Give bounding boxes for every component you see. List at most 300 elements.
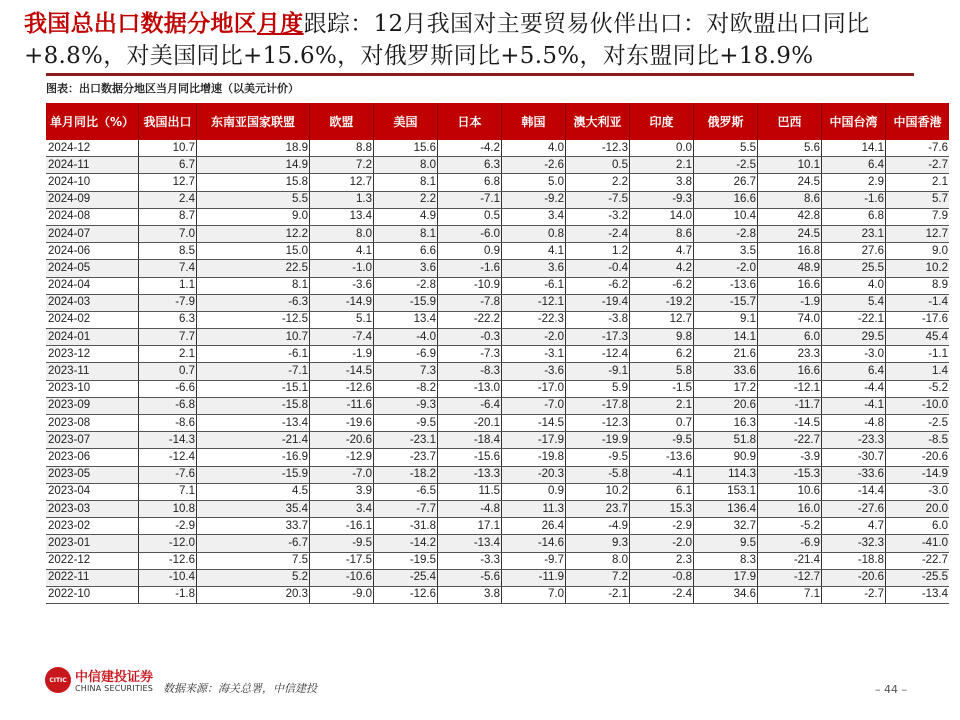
cell-value: 0.5	[566, 157, 630, 174]
cell-value: -19.6	[310, 415, 374, 432]
table-row	[46, 346, 949, 363]
cell-value: 12.7	[630, 311, 694, 328]
table-row	[46, 569, 949, 586]
cell-value: -1.1	[886, 346, 950, 363]
cell-value: 1.3	[310, 191, 374, 208]
cell-value: -7.8	[438, 294, 502, 311]
cell-value: 32.7	[694, 518, 758, 535]
cell-value: -9.5	[310, 535, 374, 552]
column-header: 印度	[630, 103, 694, 140]
cell-value: -4.8	[822, 415, 886, 432]
cell-value: -6.0	[438, 225, 502, 242]
cell-value: 2.9	[822, 174, 886, 191]
cell-value: -19.5	[374, 552, 438, 569]
cell-value: -14.5	[502, 415, 566, 432]
cell-value: 5.5	[197, 191, 310, 208]
row-month: 2023-01	[46, 535, 139, 552]
cell-value: -17.6	[886, 311, 950, 328]
cell-value: -27.6	[822, 500, 886, 517]
cell-value: 10.4	[694, 208, 758, 225]
cell-value: 21.6	[694, 346, 758, 363]
cell-value: 5.8	[630, 363, 694, 380]
cell-value: -2.9	[630, 518, 694, 535]
cell-value: -12.6	[139, 552, 197, 569]
export-growth-table	[46, 103, 949, 604]
cell-value: 4.5	[197, 483, 310, 500]
cell-value: 7.5	[197, 552, 310, 569]
cell-value: 12.2	[197, 225, 310, 242]
cell-value: -30.7	[822, 449, 886, 466]
row-month: 2024-05	[46, 260, 139, 277]
cell-value: -22.3	[502, 311, 566, 328]
cell-value: -20.6	[886, 449, 950, 466]
cell-value: -22.7	[758, 432, 822, 449]
cell-value: -14.4	[822, 483, 886, 500]
cell-value: -10.4	[139, 569, 197, 586]
cell-value: 10.8	[139, 500, 197, 517]
cell-value: -4.8	[438, 500, 502, 517]
cell-value: 34.6	[694, 586, 758, 603]
cell-value: 9.1	[694, 311, 758, 328]
cell-value: 6.8	[822, 208, 886, 225]
table-row	[46, 518, 949, 535]
cell-value: -12.4	[139, 449, 197, 466]
cell-value: 26.4	[502, 518, 566, 535]
cell-value: -13.6	[694, 277, 758, 294]
cell-value: -12.4	[566, 346, 630, 363]
cell-value: -12.1	[758, 380, 822, 397]
cell-value: 2.1	[886, 174, 950, 191]
cell-value: 10.6	[758, 483, 822, 500]
cell-value: 15.0	[197, 243, 310, 260]
table-row	[46, 466, 949, 483]
cell-value: 33.6	[694, 363, 758, 380]
cell-value: -13.3	[438, 466, 502, 483]
cell-value: 8.1	[374, 225, 438, 242]
cell-value: -19.4	[566, 294, 630, 311]
cell-value: 33.7	[197, 518, 310, 535]
table-row	[46, 243, 949, 260]
cell-value: -6.2	[630, 277, 694, 294]
cell-value: -9.7	[502, 552, 566, 569]
cell-value: -3.8	[566, 311, 630, 328]
cell-value: -19.2	[630, 294, 694, 311]
cell-value: -17.8	[566, 397, 630, 414]
table-row	[46, 208, 949, 225]
cell-value: 16.6	[758, 277, 822, 294]
cell-value: -4.1	[822, 397, 886, 414]
column-header: 日本	[438, 103, 502, 140]
cell-value: -15.7	[694, 294, 758, 311]
table-row	[46, 363, 949, 380]
cell-value: -32.3	[822, 535, 886, 552]
cell-value: -15.8	[197, 397, 310, 414]
row-month: 2024-06	[46, 243, 139, 260]
cell-value: -2.8	[374, 277, 438, 294]
cell-value: 8.0	[310, 225, 374, 242]
cell-value: -5.8	[566, 466, 630, 483]
table-row	[46, 140, 949, 157]
cell-value: 8.5	[139, 243, 197, 260]
cell-value: -2.6	[502, 157, 566, 174]
row-month: 2024-03	[46, 294, 139, 311]
cell-value: 16.8	[758, 243, 822, 260]
cell-value: 1.2	[566, 243, 630, 260]
cell-value: -13.4	[886, 586, 950, 603]
page-number: – 44 –	[875, 683, 907, 696]
row-month: 2024-09	[46, 191, 139, 208]
cell-value: -6.2	[566, 277, 630, 294]
cell-value: -8.6	[139, 415, 197, 432]
cell-value: 6.1	[630, 483, 694, 500]
cell-value: -21.4	[758, 552, 822, 569]
cell-value: 1.4	[886, 363, 950, 380]
cell-value: 5.7	[886, 191, 950, 208]
cell-value: 90.9	[694, 449, 758, 466]
cell-value: -5.2	[758, 518, 822, 535]
cell-value: -8.3	[438, 363, 502, 380]
cell-value: 12.7	[139, 174, 197, 191]
cell-value: 42.8	[758, 208, 822, 225]
row-month: 2023-10	[46, 380, 139, 397]
row-month: 2023-08	[46, 415, 139, 432]
cell-value: -9.5	[374, 415, 438, 432]
cell-value: -14.9	[310, 294, 374, 311]
cell-value: -9.5	[566, 449, 630, 466]
cell-value: -23.3	[822, 432, 886, 449]
column-header: 我国出口	[139, 103, 197, 140]
cell-value: 0.8	[502, 225, 566, 242]
row-month: 2024-01	[46, 329, 139, 346]
title-divider	[46, 73, 914, 76]
cell-value: -15.9	[374, 294, 438, 311]
column-header: 韩国	[502, 103, 566, 140]
cell-value: -6.5	[374, 483, 438, 500]
cell-value: 136.4	[694, 500, 758, 517]
row-month: 2023-12	[46, 346, 139, 363]
cell-value: -20.1	[438, 415, 502, 432]
cell-value: 13.4	[310, 208, 374, 225]
cell-value: -33.6	[822, 466, 886, 483]
cell-value: -11.9	[502, 569, 566, 586]
cell-value: 24.5	[758, 174, 822, 191]
cell-value: -2.0	[502, 329, 566, 346]
cell-value: -11.7	[758, 397, 822, 414]
row-month: 2024-10	[46, 174, 139, 191]
cell-value: -13.4	[197, 415, 310, 432]
column-header: 俄罗斯	[694, 103, 758, 140]
cell-value: -2.0	[630, 535, 694, 552]
cell-value: -17.3	[566, 329, 630, 346]
row-month: 2023-06	[46, 449, 139, 466]
cell-value: 14.1	[822, 140, 886, 157]
table-row	[46, 277, 949, 294]
row-month: 2023-02	[46, 518, 139, 535]
table-row	[46, 483, 949, 500]
cell-value: 6.8	[438, 174, 502, 191]
cell-value: -2.7	[886, 157, 950, 174]
column-header: 巴西	[758, 103, 822, 140]
cell-value: 3.6	[374, 260, 438, 277]
cell-value: 23.7	[566, 500, 630, 517]
cell-value: -17.5	[310, 552, 374, 569]
cell-value: -3.2	[566, 208, 630, 225]
cell-value: 18.9	[197, 140, 310, 157]
cell-value: 10.7	[139, 140, 197, 157]
cell-value: -8.5	[886, 432, 950, 449]
row-month: 2024-11	[46, 157, 139, 174]
cell-value: -2.4	[630, 586, 694, 603]
cell-value: 2.4	[139, 191, 197, 208]
cell-value: 10.7	[197, 329, 310, 346]
cell-value: 5.9	[566, 380, 630, 397]
cell-value: -9.0	[310, 586, 374, 603]
cell-value: 0.0	[630, 140, 694, 157]
cell-value: 7.0	[139, 225, 197, 242]
cell-value: -7.5	[566, 191, 630, 208]
cell-value: 17.1	[438, 518, 502, 535]
cell-value: 4.7	[822, 518, 886, 535]
cell-value: 0.9	[438, 243, 502, 260]
cell-value: 0.9	[502, 483, 566, 500]
cell-value: -17.0	[502, 380, 566, 397]
cell-value: -23.7	[374, 449, 438, 466]
cell-value: -6.1	[502, 277, 566, 294]
citic-logo-icon: CITIC	[45, 667, 71, 693]
cell-value: -7.7	[374, 500, 438, 517]
cell-value: 2.1	[630, 397, 694, 414]
cell-value: -7.6	[886, 140, 950, 157]
cell-value: 3.4	[310, 500, 374, 517]
table-row	[46, 225, 949, 242]
cell-value: 5.4	[822, 294, 886, 311]
cell-value: -19.8	[502, 449, 566, 466]
cell-value: 16.6	[758, 363, 822, 380]
row-month: 2024-07	[46, 225, 139, 242]
cell-value: 27.6	[822, 243, 886, 260]
cell-value: -15.3	[758, 466, 822, 483]
cell-value: 4.7	[630, 243, 694, 260]
table-row	[46, 500, 949, 517]
table-row	[46, 380, 949, 397]
cell-value: 5.2	[197, 569, 310, 586]
cell-value: -14.3	[139, 432, 197, 449]
cell-value: -1.8	[139, 586, 197, 603]
table-body	[46, 140, 949, 604]
cell-value: 6.7	[139, 157, 197, 174]
cell-value: 8.1	[374, 174, 438, 191]
table-row	[46, 397, 949, 414]
cell-value: 15.3	[630, 500, 694, 517]
cell-value: 23.3	[758, 346, 822, 363]
cell-value: -9.3	[630, 191, 694, 208]
cell-value: 17.2	[694, 380, 758, 397]
table-row	[46, 552, 949, 569]
cell-value: -7.1	[438, 191, 502, 208]
cell-value: 3.9	[310, 483, 374, 500]
cell-value: 26.7	[694, 174, 758, 191]
cell-value: 3.8	[630, 174, 694, 191]
cell-value: -16.1	[310, 518, 374, 535]
table-row	[46, 260, 949, 277]
cell-value: 0.5	[438, 208, 502, 225]
column-header: 中国香港	[886, 103, 950, 140]
cell-value: 2.1	[630, 157, 694, 174]
cell-value: 20.3	[197, 586, 310, 603]
cell-value: 8.1	[197, 277, 310, 294]
cell-value: 15.6	[374, 140, 438, 157]
row-month: 2022-12	[46, 552, 139, 569]
cell-value: -6.9	[758, 535, 822, 552]
cell-value: -9.1	[566, 363, 630, 380]
cell-value: 4.0	[502, 140, 566, 157]
cell-value: 7.7	[139, 329, 197, 346]
row-month: 2024-08	[46, 208, 139, 225]
cell-value: -15.1	[197, 380, 310, 397]
row-month: 2022-10	[46, 586, 139, 603]
cell-value: -31.8	[374, 518, 438, 535]
cell-value: -20.3	[502, 466, 566, 483]
cell-value: 0.7	[139, 363, 197, 380]
cell-value: 114.3	[694, 466, 758, 483]
table-row	[46, 191, 949, 208]
cell-value: -1.6	[438, 260, 502, 277]
cell-value: 8.9	[886, 277, 950, 294]
cell-value: -2.9	[139, 518, 197, 535]
cell-value: -7.0	[502, 397, 566, 414]
cell-value: 5.0	[502, 174, 566, 191]
cell-value: -4.0	[374, 329, 438, 346]
cell-value: 16.6	[694, 191, 758, 208]
cell-value: -7.4	[310, 329, 374, 346]
cell-value: -16.9	[197, 449, 310, 466]
row-month: 2023-03	[46, 500, 139, 517]
cell-value: 7.2	[310, 157, 374, 174]
cell-value: -0.4	[566, 260, 630, 277]
cell-value: 7.4	[139, 260, 197, 277]
cell-value: -4.2	[438, 140, 502, 157]
cell-value: 2.2	[374, 191, 438, 208]
cell-value: 4.1	[502, 243, 566, 260]
cell-value: -14.5	[758, 415, 822, 432]
table-row	[46, 294, 949, 311]
cell-value: -3.1	[502, 346, 566, 363]
cell-value: 10.2	[566, 483, 630, 500]
cell-value: 2.2	[566, 174, 630, 191]
column-header: 东南亚国家联盟	[197, 103, 310, 140]
cell-value: -1.0	[310, 260, 374, 277]
cell-value: -15.9	[197, 466, 310, 483]
cell-value: 4.1	[310, 243, 374, 260]
cell-value: 29.5	[822, 329, 886, 346]
cell-value: 9.3	[566, 535, 630, 552]
cell-value: 6.0	[758, 329, 822, 346]
cell-value: 45.4	[886, 329, 950, 346]
cell-value: -10.0	[886, 397, 950, 414]
cell-value: -25.5	[886, 569, 950, 586]
cell-value: -0.3	[438, 329, 502, 346]
cell-value: -4.9	[566, 518, 630, 535]
cell-value: -7.0	[310, 466, 374, 483]
cell-value: -41.0	[886, 535, 950, 552]
cell-value: 4.0	[822, 277, 886, 294]
cell-value: -2.8	[694, 225, 758, 242]
cell-value: 1.1	[139, 277, 197, 294]
cell-value: 8.6	[630, 225, 694, 242]
cell-value: 20.0	[886, 500, 950, 517]
cell-value: 6.3	[438, 157, 502, 174]
cell-value: -23.1	[374, 432, 438, 449]
cell-value: 8.0	[566, 552, 630, 569]
cell-value: -18.8	[822, 552, 886, 569]
cell-value: 8.7	[139, 208, 197, 225]
cell-value: 22.5	[197, 260, 310, 277]
title-highlight-underlined: 月度	[257, 10, 304, 37]
cell-value: -2.4	[566, 225, 630, 242]
row-month: 2024-02	[46, 311, 139, 328]
cell-value: 5.6	[758, 140, 822, 157]
cell-value: 12.7	[310, 174, 374, 191]
column-header: 单月同比（%）	[46, 103, 139, 140]
cell-value: -1.9	[310, 346, 374, 363]
cell-value: 6.6	[374, 243, 438, 260]
cell-value: 9.0	[197, 208, 310, 225]
cell-value: -2.5	[694, 157, 758, 174]
table-header-row	[46, 103, 949, 140]
cell-value: 2.3	[630, 552, 694, 569]
cell-value: -22.1	[822, 311, 886, 328]
cell-value: 25.5	[822, 260, 886, 277]
cell-value: -6.4	[438, 397, 502, 414]
cell-value: -14.6	[502, 535, 566, 552]
cell-value: -7.3	[438, 346, 502, 363]
cell-value: 6.2	[630, 346, 694, 363]
cell-value: 2.1	[139, 346, 197, 363]
cell-value: -1.4	[886, 294, 950, 311]
cell-value: 20.6	[694, 397, 758, 414]
cell-value: -3.0	[822, 346, 886, 363]
page-title	[24, 8, 939, 72]
cell-value: -17.9	[502, 432, 566, 449]
table-row	[46, 174, 949, 191]
cell-value: 153.1	[694, 483, 758, 500]
cell-value: -22.7	[886, 552, 950, 569]
cell-value: 5.1	[310, 311, 374, 328]
cell-value: -10.6	[310, 569, 374, 586]
table-row	[46, 329, 949, 346]
column-header: 欧盟	[310, 103, 374, 140]
cell-value: 74.0	[758, 311, 822, 328]
cell-value: 8.8	[310, 140, 374, 157]
row-month: 2022-11	[46, 569, 139, 586]
cell-value: 7.9	[886, 208, 950, 225]
cell-value: -12.6	[374, 586, 438, 603]
cell-value: -22.2	[438, 311, 502, 328]
cell-value: 7.2	[566, 569, 630, 586]
cell-value: -3.0	[886, 483, 950, 500]
cell-value: -18.4	[438, 432, 502, 449]
cell-value: -2.1	[566, 586, 630, 603]
cell-value: 7.3	[374, 363, 438, 380]
cell-value: 8.3	[694, 552, 758, 569]
cell-value: 13.4	[374, 311, 438, 328]
cell-value: 14.0	[630, 208, 694, 225]
cell-value: -14.5	[310, 363, 374, 380]
table-row	[46, 157, 949, 174]
cell-value: -6.1	[197, 346, 310, 363]
cell-value: -7.1	[197, 363, 310, 380]
cell-value: 11.5	[438, 483, 502, 500]
